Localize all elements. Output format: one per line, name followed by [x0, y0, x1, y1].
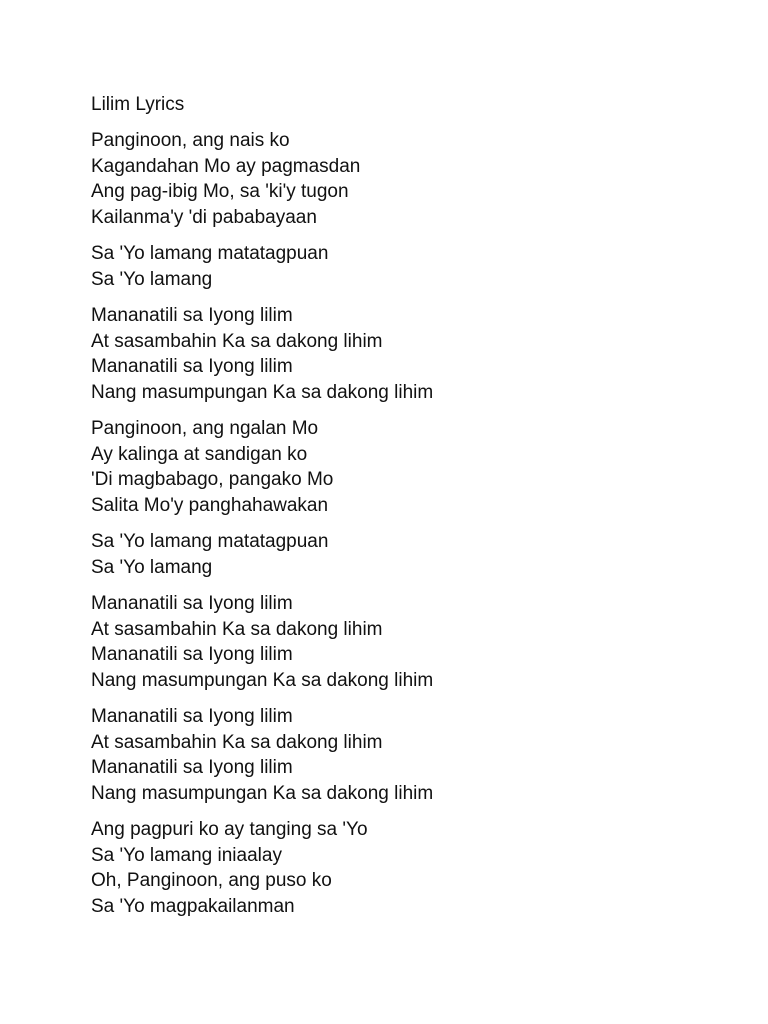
lyric-line: Mananatili sa Iyong lilim — [91, 644, 293, 665]
lyric-line: Kailanma'y 'di pababayaan — [91, 206, 317, 228]
lyric-line: Panginoon, ang nais ko — [91, 130, 290, 151]
lyric-line: Panginoon, ang ngalan Mo — [91, 418, 319, 439]
lyric-line: Nang masumpungan Ka sa dakong lihim — [91, 669, 434, 691]
lyric-line: 'Di magbabago, pangako Mo — [91, 469, 334, 490]
lyric-line: Oh, Panginoon, ang puso ko — [91, 870, 332, 891]
lyric-line: Mananatili sa Iyong lilim — [91, 593, 293, 614]
lyric-line: Ang pag-ibig Mo, sa 'ki'y tugon — [91, 181, 349, 202]
lyric-line: At sasambahin Ka sa dakong lihim — [91, 731, 383, 753]
lyric-line: Kagandahan Mo ay pagmasdan — [91, 155, 361, 177]
lyric-line: At sasambahin Ka sa dakong lihim — [91, 618, 383, 640]
stanza-5 — [91, 529, 731, 580]
lyric-line: Mananatili sa Iyong lilim — [91, 757, 293, 778]
stanza-2 — [91, 241, 731, 292]
lyric-line: Nang masumpungan Ka sa dakong lihim — [91, 782, 434, 804]
stanza-6 — [91, 591, 731, 693]
stanza-3 — [91, 303, 731, 405]
stanza-4 — [91, 416, 731, 518]
lyric-line: Nang masumpungan Ka sa dakong lihim — [91, 381, 434, 403]
lyric-line: Salita Mo'y panghahawakan — [91, 494, 329, 516]
lyric-line: Ay kalinga at sandigan ko — [91, 443, 308, 465]
lyric-line: Sa 'Yo magpakailanman — [91, 895, 295, 917]
lyric-line: Sa 'Yo lamang matatagpuan — [91, 531, 329, 552]
stanza-8 — [91, 817, 731, 919]
lyric-line: Sa 'Yo lamang — [91, 268, 213, 290]
stanza-1 — [91, 128, 731, 230]
lyric-line: Mananatili sa Iyong lilim — [91, 305, 293, 326]
lyric-line: Sa 'Yo lamang matatagpuan — [91, 243, 329, 264]
lyric-line: Mananatili sa Iyong lilim — [91, 356, 293, 377]
lyric-line: Sa 'Yo lamang iniaalay — [91, 844, 282, 866]
lyric-line: Ang pagpuri ko ay tanging sa 'Yo — [91, 819, 368, 840]
lyric-line: Sa 'Yo lamang — [91, 556, 213, 578]
lyrics-page — [91, 92, 731, 930]
lyric-line: At sasambahin Ka sa dakong lihim — [91, 330, 383, 352]
lyric-line: Mananatili sa Iyong lilim — [91, 706, 293, 727]
page-title: Lilim Lyrics — [91, 94, 185, 115]
stanza-7 — [91, 704, 731, 806]
